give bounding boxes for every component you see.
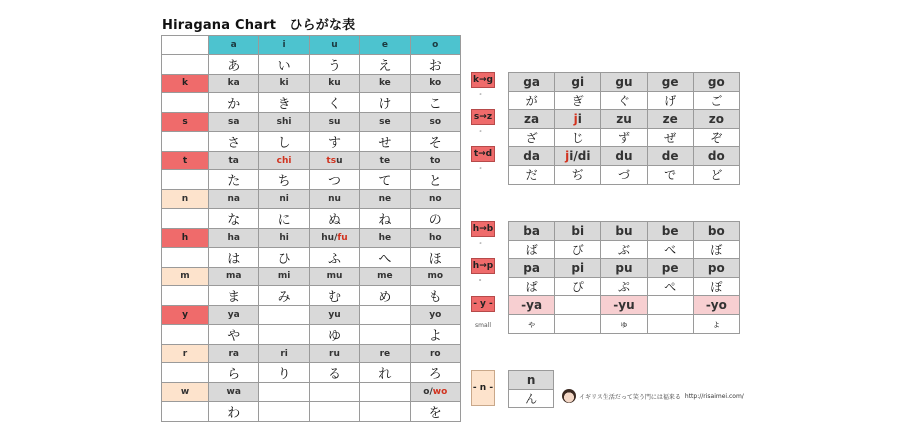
empty-cell	[162, 247, 209, 267]
kana-cell: ば	[509, 240, 555, 259]
romaji-cell: su	[309, 113, 359, 132]
empty-cell	[555, 296, 601, 315]
romaji-cell: da	[509, 147, 555, 166]
romaji-row-b	[509, 222, 740, 241]
kana-cell: な	[209, 208, 259, 228]
empty-cell	[259, 324, 309, 344]
kana-row-d	[509, 165, 740, 184]
kana-cell: う	[309, 54, 359, 74]
consonant-label-t: t	[162, 151, 209, 170]
romaji-cell: wa	[209, 383, 259, 402]
kana-row	[162, 54, 461, 74]
consonant-label-n: n	[162, 190, 209, 209]
tag-n: - n -	[471, 370, 495, 406]
kana-cell: よ	[410, 324, 460, 344]
dakuten-mark: ゛	[479, 167, 487, 176]
kana-cell: ぼ	[693, 240, 739, 259]
ji-suffix: i	[577, 111, 582, 126]
kana-cell: こ	[410, 93, 460, 113]
vowel-header-row	[162, 36, 461, 55]
romaji-cell: hi	[259, 228, 309, 247]
kana-cell: ぢ	[555, 165, 601, 184]
romaji-cell: ge	[647, 73, 693, 92]
kana-cell: で	[647, 165, 693, 184]
empty-cell	[360, 306, 410, 325]
kana-row-r	[162, 363, 461, 383]
romaji-row-t	[162, 151, 461, 170]
kana-cell: わ	[209, 401, 259, 421]
consonant-label-s: s	[162, 113, 209, 132]
romaji-cell: bi	[555, 222, 601, 241]
romaji-row-s	[162, 113, 461, 132]
romaji-cell: ro	[410, 344, 460, 363]
romaji-row-g	[509, 73, 740, 92]
dakuten-mark: ゛	[479, 93, 487, 102]
romaji-cell: nu	[309, 190, 359, 209]
kana-row-h	[162, 247, 461, 267]
consonant-label-m: m	[162, 267, 209, 286]
romaji-cell: yu	[309, 306, 359, 325]
romaji-row-small-y	[509, 296, 740, 315]
consonant-label-y: y	[162, 306, 209, 325]
kana-cell: ど	[693, 165, 739, 184]
kana-cell: ず	[601, 128, 647, 147]
kana-cell: ま	[209, 286, 259, 306]
handakuten-mark: ゜	[479, 279, 487, 288]
tag-h-to-b: h→b	[471, 221, 495, 237]
empty-cell	[360, 383, 410, 402]
kana-cell: ぞ	[693, 128, 739, 147]
romaji-cell: mo	[410, 267, 460, 286]
kana-cell: ぐ	[601, 91, 647, 110]
highlight-wo: wo	[432, 387, 448, 398]
kana-cell: む	[309, 286, 359, 306]
romaji-cell: gi	[555, 73, 601, 92]
kana-cell: び	[555, 240, 601, 259]
kana-cell: さ	[209, 131, 259, 151]
romaji-cell: do	[693, 147, 739, 166]
romaji-cell: du	[601, 147, 647, 166]
kana-cell: き	[259, 93, 309, 113]
empty-cell	[360, 401, 410, 421]
romaji-cell: pi	[555, 259, 601, 278]
kana-cell: ご	[693, 91, 739, 110]
romaji-cell: ho	[410, 228, 460, 247]
highlight-ch: ch	[276, 155, 289, 166]
tsu-suffix: u	[336, 155, 343, 166]
kana-cell: ぱ	[509, 277, 555, 296]
kana-cell: ぎ	[555, 91, 601, 110]
romaji-cell: go	[693, 73, 739, 92]
romaji-cell-jidi	[555, 147, 601, 166]
kana-cell: め	[360, 286, 410, 306]
vowel-e: e	[360, 36, 410, 55]
empty-cell	[555, 314, 601, 333]
highlight-j: j	[573, 111, 578, 126]
romaji-cell: ke	[360, 74, 410, 93]
page-title: Hiragana Chart ひらがな表	[162, 18, 356, 33]
romaji-cell: n	[509, 371, 554, 390]
romaji-cell: to	[410, 151, 460, 170]
kana-cell: ん	[509, 389, 554, 408]
romaji-cell: po	[693, 259, 739, 278]
kana-cell: ょ	[693, 314, 739, 333]
vowel-i: i	[259, 36, 309, 55]
consonant-label-h: h	[162, 228, 209, 247]
romaji-cell: zu	[601, 110, 647, 129]
kana-cell: す	[309, 131, 359, 151]
romaji-cell: ni	[259, 190, 309, 209]
romaji-cell: mi	[259, 267, 309, 286]
kana-cell: そ	[410, 131, 460, 151]
romaji-cell: gu	[601, 73, 647, 92]
kana-row-k	[162, 93, 461, 113]
footer-text: イギリス生活だって笑う門には福来る	[579, 393, 681, 401]
voiced-table	[508, 72, 740, 185]
consonant-label-k: k	[162, 74, 209, 93]
kana-cell: ゆ	[309, 324, 359, 344]
empty-cell	[360, 324, 410, 344]
highlight-j: j	[565, 149, 570, 164]
kana-row-n	[162, 208, 461, 228]
romaji-cell: ki	[259, 74, 309, 93]
romaji-cell: pu	[601, 259, 647, 278]
romaji-cell: pe	[647, 259, 693, 278]
kana-cell: み	[259, 286, 309, 306]
empty-cell	[162, 208, 209, 228]
empty-cell	[162, 54, 209, 74]
romaji-cell: bo	[693, 222, 739, 241]
empty-cell	[162, 170, 209, 190]
dakuten-mark: ゛	[479, 130, 487, 139]
footer-credit	[562, 389, 744, 403]
romaji-cell: he	[360, 228, 410, 247]
romaji-cell: na	[209, 190, 259, 209]
kana-row-b	[509, 240, 740, 259]
kana-cell: と	[410, 170, 460, 190]
kana-cell: は	[209, 247, 259, 267]
romaji-row-k	[162, 74, 461, 93]
romaji-cell: ra	[209, 344, 259, 363]
tag-s-to-z: s→z	[471, 109, 495, 125]
kana-cell: や	[209, 324, 259, 344]
romaji-cell-ji	[555, 110, 601, 129]
kana-cell: ゅ	[601, 314, 647, 333]
footer-url[interactable]: http://risaimei.com/	[684, 392, 744, 400]
kana-cell: の	[410, 208, 460, 228]
kana-cell: ら	[209, 363, 259, 383]
empty-cell	[162, 286, 209, 306]
kana-row-n-final	[509, 389, 554, 408]
kana-cell: ざ	[509, 128, 555, 147]
kana-cell: く	[309, 93, 359, 113]
kana-cell: じ	[555, 128, 601, 147]
romaji-cell: no	[410, 190, 460, 209]
tag-k-to-g: k→g	[471, 72, 495, 88]
kana-cell: れ	[360, 363, 410, 383]
empty-cell	[162, 93, 209, 113]
kana-cell: へ	[360, 247, 410, 267]
vowel-a: a	[209, 36, 259, 55]
kana-cell: ぺ	[647, 277, 693, 296]
kana-cell: ね	[360, 208, 410, 228]
tag-t-to-d: t→d	[471, 146, 495, 162]
consonant-label-w: w	[162, 383, 209, 402]
kana-cell: お	[410, 54, 460, 74]
kana-cell: に	[259, 208, 309, 228]
kana-cell: げ	[647, 91, 693, 110]
empty-cell	[309, 401, 359, 421]
kana-cell: ゃ	[509, 314, 555, 333]
kana-cell: ほ	[410, 247, 460, 267]
o-prefix: o/	[423, 387, 433, 398]
small-note: small	[475, 322, 491, 329]
corner-cell	[162, 36, 209, 55]
romaji-cell: re	[360, 344, 410, 363]
kana-cell: あ	[209, 54, 259, 74]
romaji-row-d	[509, 147, 740, 166]
romaji-cell: shi	[259, 113, 309, 132]
romaji-cell: ze	[647, 110, 693, 129]
highlight-fu: fu	[337, 232, 348, 243]
romaji-cell: ya	[209, 306, 259, 325]
kana-row-w	[162, 401, 461, 421]
romaji-row-n	[162, 190, 461, 209]
kana-cell: る	[309, 363, 359, 383]
kana-cell: え	[360, 54, 410, 74]
kana-cell: ぶ	[601, 240, 647, 259]
kana-cell: せ	[360, 131, 410, 151]
kana-cell: だ	[509, 165, 555, 184]
empty-cell	[309, 383, 359, 402]
romaji-cell-wo	[410, 383, 460, 402]
romaji-cell: ba	[509, 222, 555, 241]
vowel-o: o	[410, 36, 460, 55]
romaji-cell: bu	[601, 222, 647, 241]
kana-cell: い	[259, 54, 309, 74]
kana-row-t	[162, 170, 461, 190]
consonant-label-r: r	[162, 344, 209, 363]
romaji-cell: ri	[259, 344, 309, 363]
kana-cell: か	[209, 93, 259, 113]
chi-suffix: i	[288, 155, 292, 166]
kana-cell: ぬ	[309, 208, 359, 228]
empty-cell	[259, 401, 309, 421]
romaji-cell: za	[509, 110, 555, 129]
romaji-cell: -yo	[693, 296, 739, 315]
bp-table	[508, 221, 740, 334]
kana-cell: り	[259, 363, 309, 383]
kana-cell: け	[360, 93, 410, 113]
kana-row-z	[509, 128, 740, 147]
kana-cell: つ	[309, 170, 359, 190]
kana-cell: が	[509, 91, 555, 110]
romaji-cell: ha	[209, 228, 259, 247]
romaji-row-p	[509, 259, 740, 278]
kana-cell: ぷ	[601, 277, 647, 296]
romaji-cell-tsu	[309, 151, 359, 170]
romaji-cell: ne	[360, 190, 410, 209]
empty-cell	[259, 306, 309, 325]
romaji-cell: ta	[209, 151, 259, 170]
romaji-cell: te	[360, 151, 410, 170]
empty-cell	[647, 314, 693, 333]
vowel-u: u	[309, 36, 359, 55]
romaji-row-r	[162, 344, 461, 363]
kana-cell: を	[410, 401, 460, 421]
kana-cell: ふ	[309, 247, 359, 267]
romaji-cell: me	[360, 267, 410, 286]
romaji-cell: ma	[209, 267, 259, 286]
romaji-cell: so	[410, 113, 460, 132]
kana-row-small-y	[509, 314, 740, 333]
romaji-cell: ko	[410, 74, 460, 93]
romaji-row-z	[509, 110, 740, 129]
romaji-cell: yo	[410, 306, 460, 325]
romaji-row-n-final	[509, 371, 554, 390]
tag-h-to-p: h→p	[471, 258, 495, 274]
romaji-cell-chi	[259, 151, 309, 170]
romaji-cell-fu	[309, 228, 359, 247]
highlight-ts: ts	[326, 155, 337, 166]
empty-cell	[162, 324, 209, 344]
kana-cell: ぴ	[555, 277, 601, 296]
kana-cell: ろ	[410, 363, 460, 383]
kana-cell: ぽ	[693, 277, 739, 296]
hiragana-main-table	[161, 35, 461, 422]
kana-row-m	[162, 286, 461, 306]
romaji-cell: -yu	[601, 296, 647, 315]
kana-row-p	[509, 277, 740, 296]
kana-row-g	[509, 91, 740, 110]
jidi-suffix: i/di	[569, 149, 591, 164]
empty-cell	[162, 131, 209, 151]
romaji-cell: se	[360, 113, 410, 132]
romaji-cell: zo	[693, 110, 739, 129]
kana-cell: ち	[259, 170, 309, 190]
kana-cell: べ	[647, 240, 693, 259]
romaji-row-y	[162, 306, 461, 325]
romaji-cell: ga	[509, 73, 555, 92]
empty-cell	[162, 363, 209, 383]
kana-cell: づ	[601, 165, 647, 184]
kana-cell: ひ	[259, 247, 309, 267]
hu-prefix: hu/	[321, 232, 338, 243]
avatar-icon	[562, 389, 576, 403]
dakuten-mark: ゛	[479, 242, 487, 251]
romaji-cell: ka	[209, 74, 259, 93]
romaji-cell: -ya	[509, 296, 555, 315]
romaji-cell: ku	[309, 74, 359, 93]
romaji-cell: pa	[509, 259, 555, 278]
romaji-row-m	[162, 267, 461, 286]
kana-row-y	[162, 324, 461, 344]
kana-cell: し	[259, 131, 309, 151]
kana-row-s	[162, 131, 461, 151]
romaji-cell: be	[647, 222, 693, 241]
romaji-row-w	[162, 383, 461, 402]
kana-cell: ぜ	[647, 128, 693, 147]
romaji-row-h	[162, 228, 461, 247]
romaji-cell: ru	[309, 344, 359, 363]
kana-cell: て	[360, 170, 410, 190]
kana-cell: た	[209, 170, 259, 190]
romaji-cell: sa	[209, 113, 259, 132]
empty-cell	[647, 296, 693, 315]
romaji-cell: mu	[309, 267, 359, 286]
empty-cell	[162, 401, 209, 421]
empty-cell	[259, 383, 309, 402]
romaji-cell: de	[647, 147, 693, 166]
tag-small-y: - y -	[471, 296, 495, 312]
n-table	[508, 370, 554, 408]
kana-cell: も	[410, 286, 460, 306]
